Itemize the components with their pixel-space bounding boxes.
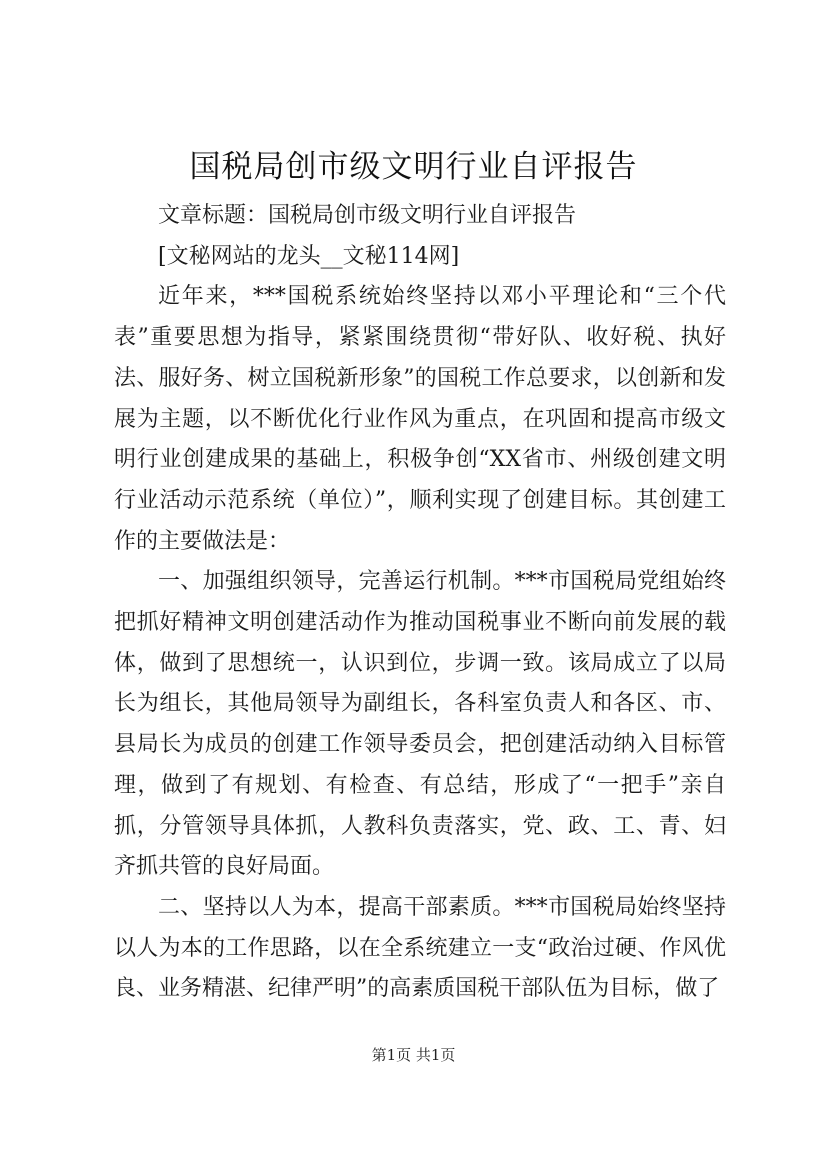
- article-title-line: 文章标题：国税局创市级文明行业自评报告: [158, 203, 577, 228]
- body-paragraph-section-1: 一、加强组织领导，完善运行机制。***市国税局党组始终把抓好精神文明创建活动作为推动国税事业不断向前发展的载体，做到了思想统一，认识到位，步调一致。该局成立了以局长为组长，其他局领导为副组长，各科室负责人和各区、市、县局长为成员的创建工作领导委员会，把创建活动纳入目标管理，做到了有规划、有检查、有总结，形成了“一把手”亲自抓，分管领导具体抓，人教科负责落实，党、政、工、青、妇齐抓共管的良好局面。: [114, 569, 726, 880]
- body-paragraph-section-2: 二、坚持以人为本，提高干部素质。***市国税局始终坚持以人为本的工作思路，以在全系统建立一支“政治过硬、作风优良、业务精湛、纪律严明”的高素质国税干部队伍为目标，做了: [114, 894, 726, 1002]
- page-footer: 第1页 共1页: [371, 1046, 456, 1064]
- body-paragraph-intro: 近年来，***国税系统始终坚持以邓小平理论和“三个代表”重要思想为指导，紧紧围绕贯彻“带好队、收好税、执好法、服好务、树立国税新形象”的国税工作总要求，以创新和发展为主题，以不断优化行业作风为重点，在巩固和提高市级文明行业创建成果的基础上，积极争创“XX省市、州级创建文明行业活动示范系统（单位）”，顺利实现了创建目标。其创建工作的主要做法是：: [114, 284, 726, 554]
- source-line: [文秘网站的龙头__文秘114网]: [158, 243, 460, 269]
- document-body: [114, 196, 726, 1010]
- document-title: 国税局创市级文明行业自评报告: [189, 149, 638, 185]
